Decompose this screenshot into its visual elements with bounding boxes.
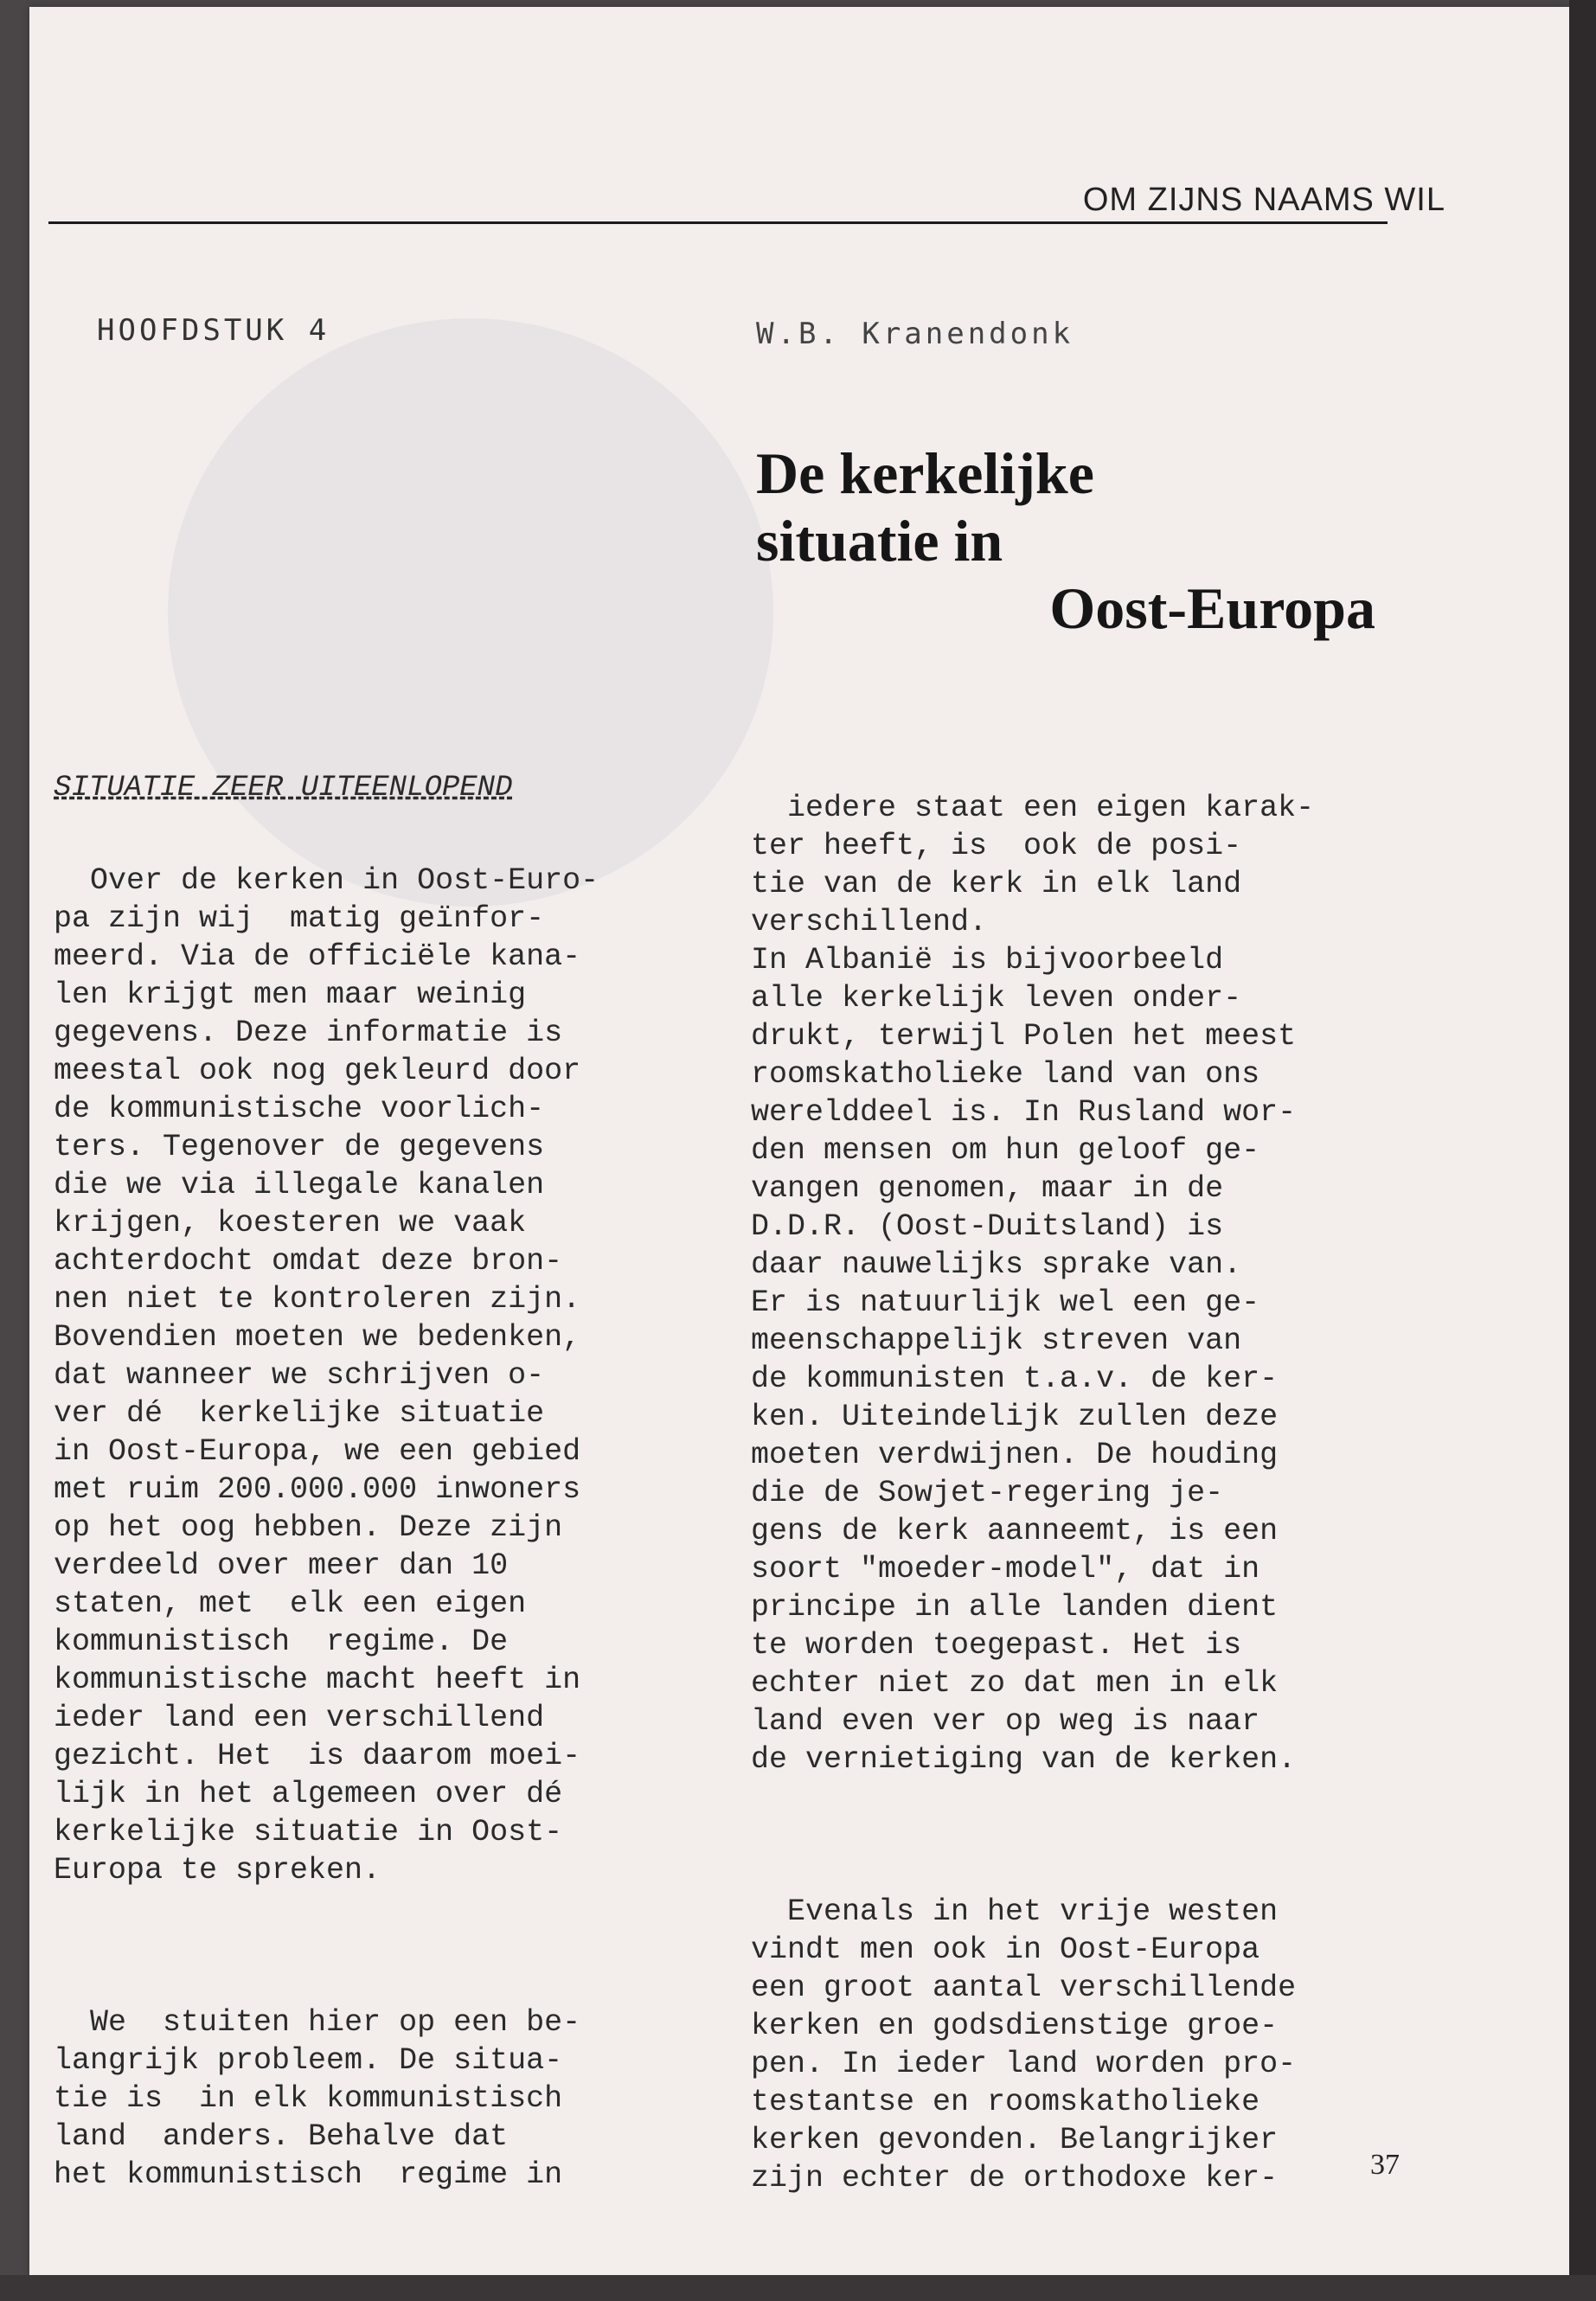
title-line-3: Oost-Europa — [1049, 575, 1375, 641]
header-rule — [48, 221, 1388, 224]
left-column — [54, 824, 659, 2194]
left-paragraph-2: We stuiten hier op een be- langrijk probleem. De situa- tie is in elk kommunistisch land anders. Behalve dat het kommunistisch regime in — [54, 2005, 581, 2192]
right-column — [751, 751, 1374, 2197]
right-paragraph-1: iedere staat een eigen karak- ter heeft, is ook de posi- tie van de kerk in elk land verschillend. In Albanië is bijvoorbeeld alle kerkelijk leven onder- drukt, terwijl Polen het meest roomskatholieke land van ons werelddeel is. In Rusland wor- den mensen om hun geloof ge- vangen genomen, maar in de D.D.R. (Oost-Duitsland) is daar nauwelijks sprake van. Er is natuurlijk wel een ge- meenschappelijk streven van de kommunisten t.a.v. de ker- ken. Uiteindelijk zullen deze moeten verdwijnen. De houding die de Sowjet-regering je- gens de kerk aanneemt, is een soort "moeder-model", dat in principe in alle landen dient te worden toegepast. Het is echter niet zo dat men in elk land even ver op weg is naar de vernietiging van de kerken. — [751, 791, 1315, 1777]
page-number: 37 — [1370, 2149, 1400, 2181]
title-line-2: situatie in — [756, 508, 1003, 574]
faded-circle-decoration — [168, 318, 773, 907]
article-title — [756, 439, 1388, 642]
page-edge-bottom — [0, 2275, 1596, 2301]
running-head: OM ZIJNS NAAMS WIL — [1082, 182, 1445, 218]
left-paragraph-1: Over de kerken in Oost-Euro- pa zijn wij matig geïnfor- meerd. Via de officiële kana- len krijgt men maar weinig gegevens. Deze informatie is meestal ook nog gekleurd door de kommunistische voorlich- ters. Tegenover de gegevens die we via illegale kanalen krijgen, koesteren we vaak achterdocht omdat deze bron- nen niet te kontroleren zijn. Bovendien moeten we bedenken, dat wanneer we schrijven o- ver dé kerkelijke situatie in Oost-Europa, we een gebied met ruim 200.000.000 inwoners op het oog hebben. Deze zijn verdeeld over meer dan 10 staten, met elk een eigen kommunistisch regime. De kommunistische macht heeft in ieder land een verschillend gezicht. Het is daarom moei- lijk in het algemeen over dé kerkelijke situatie in Oost- Europa te spreken. — [54, 863, 599, 1888]
author-name: W.B. Kranendonk — [756, 317, 1074, 351]
section-heading: SITUATIE ZEER UITEENLOPEND — [54, 772, 513, 804]
right-paragraph-2: Evenals in het vrije westen vindt men ook in Oost-Europa een groot aantal verschillende kerken en godsdienstige groe- pen. In ieder land worden pro- testantse en roomskatholieke kerken gevonden. Belangrijker zijn echter de orthodoxe ker- — [751, 1894, 1297, 2195]
page-edge-right — [1569, 0, 1596, 2301]
title-line-1: De kerkelijke — [756, 440, 1094, 506]
chapter-label: HOOFDSTUK 4 — [97, 313, 330, 348]
